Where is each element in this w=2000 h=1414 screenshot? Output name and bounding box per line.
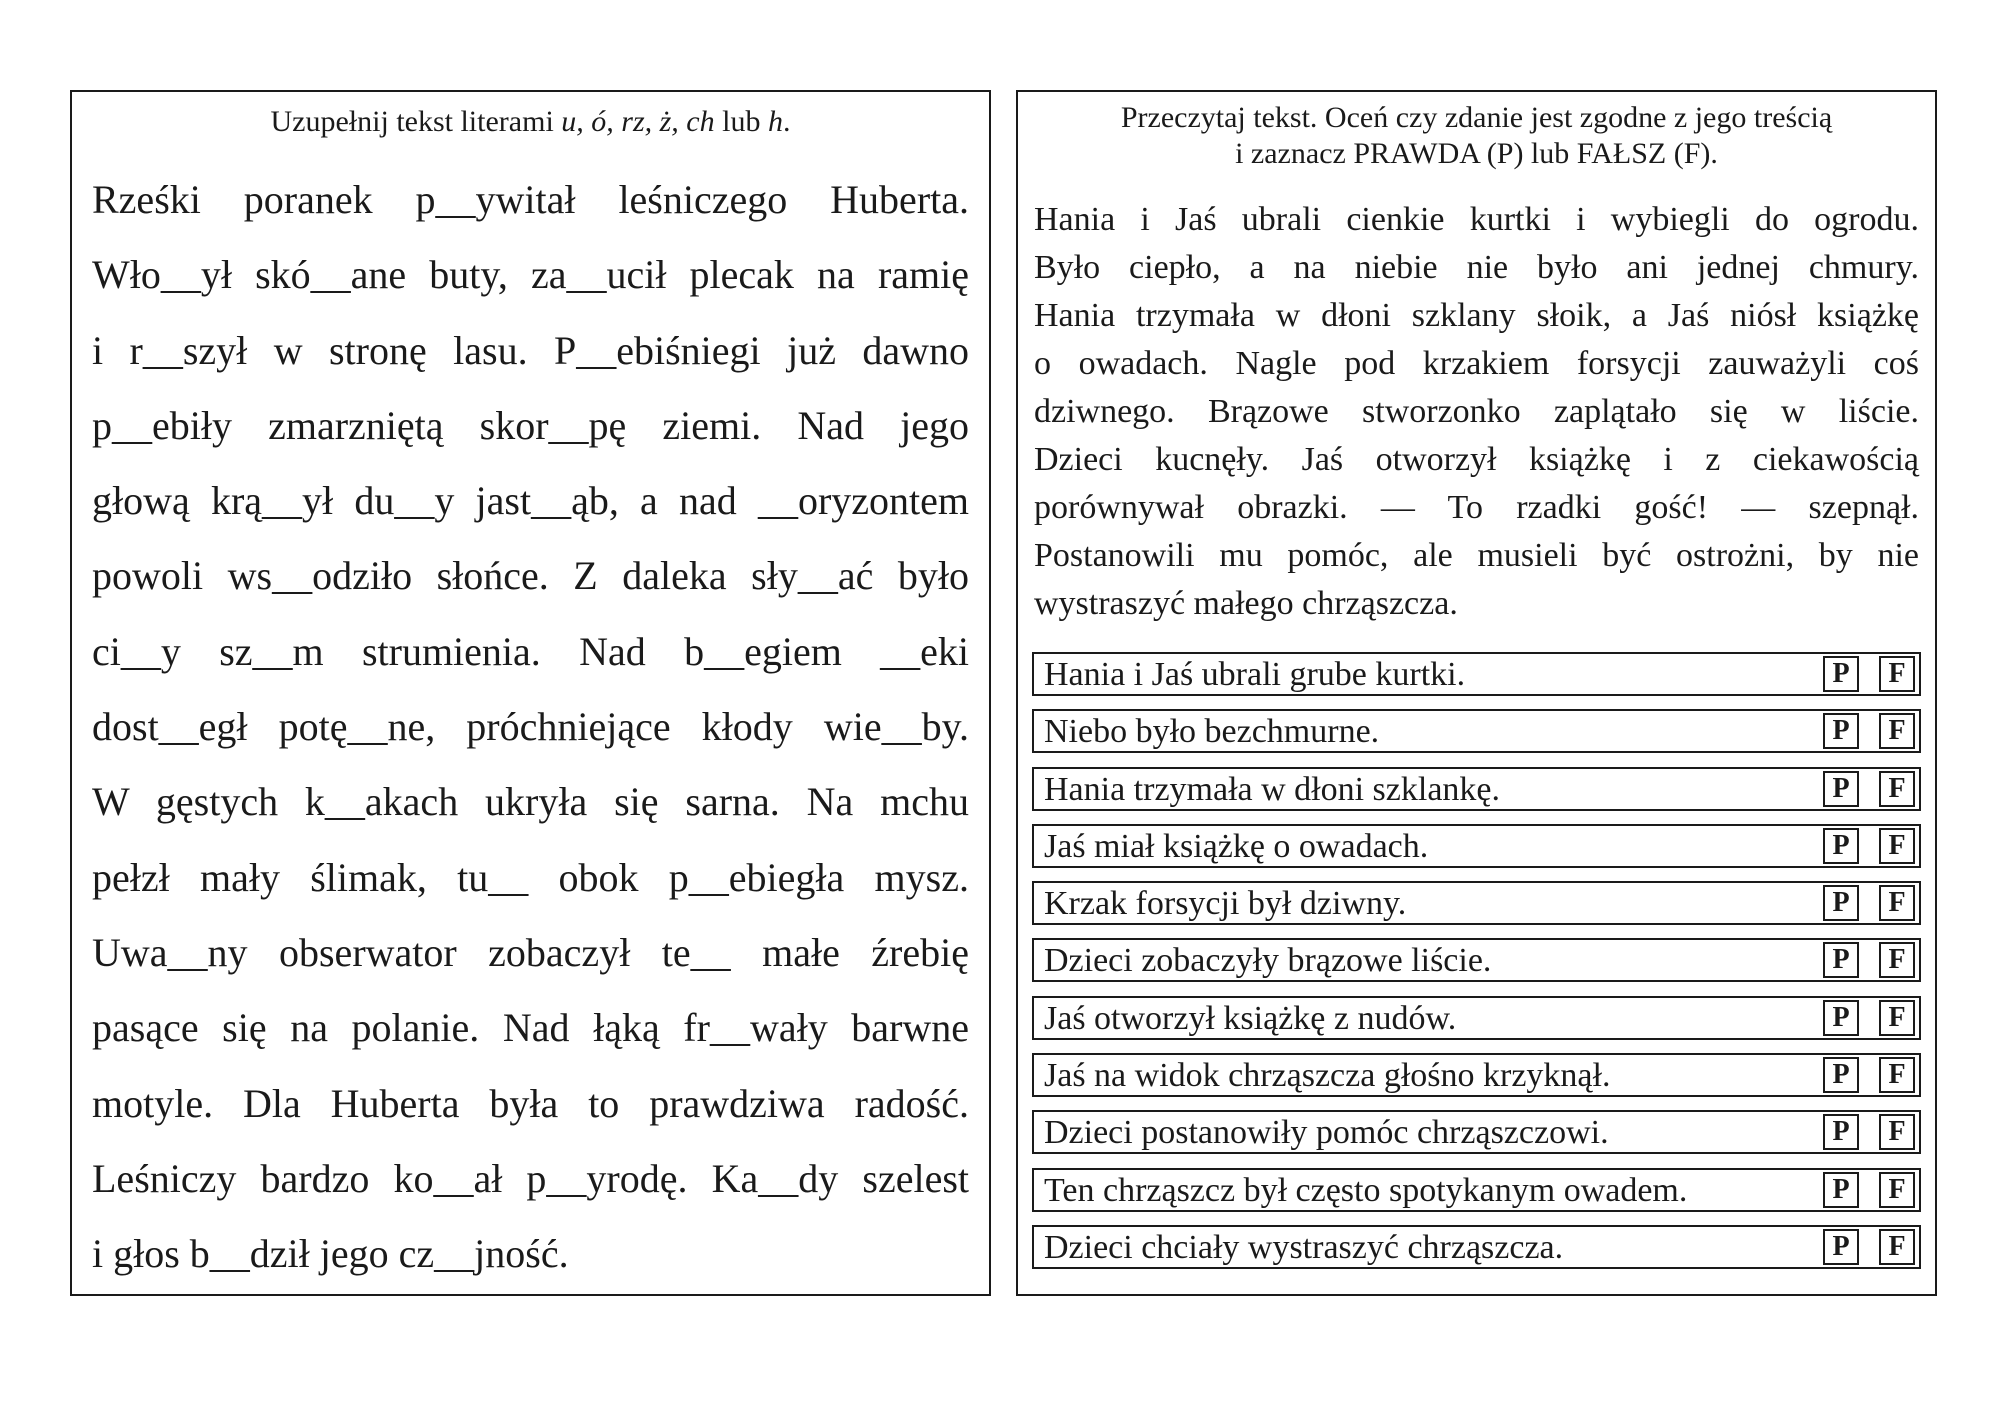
true-checkbox[interactable]: P <box>1823 942 1859 978</box>
text-line: i r__szył w stronę lasu. P__ebiśniegi już dawno <box>92 327 969 373</box>
instruction-suffix: . <box>782 105 791 138</box>
text-line: Leśniczy bardzo ko__ał p__yrodę. Ka__dy szelest <box>92 1155 969 1201</box>
statement-row <box>1032 1053 1921 1097</box>
instruction-line-2: i zaznacz PRAWDA (P) lub FAŁSZ (F). <box>1235 137 1718 170</box>
statement-row <box>1032 938 1921 982</box>
statement-row <box>1032 652 1921 696</box>
true-checkbox[interactable]: P <box>1823 1000 1859 1036</box>
statement-row <box>1032 881 1921 925</box>
statement-row <box>1032 996 1921 1040</box>
text-line: dost__egł potę__ne, próchniejące kłody wie__by. <box>92 704 969 750</box>
reading-line: wystraszyć małego chrząszcza. <box>1034 585 1458 622</box>
statement-row <box>1032 824 1921 868</box>
instruction-last-letter: h <box>767 105 783 138</box>
false-checkbox[interactable]: F <box>1879 885 1915 921</box>
fill-in-instruction <box>72 104 989 140</box>
false-checkbox[interactable]: F <box>1879 1057 1915 1093</box>
true-checkbox[interactable]: P <box>1823 885 1859 921</box>
instruction-prefix: Uzupełnij tekst literami <box>270 105 562 138</box>
statement-row <box>1032 1225 1921 1269</box>
statement-row <box>1032 1168 1921 1212</box>
fill-in-exercise-panel <box>70 90 991 1296</box>
true-checkbox[interactable]: P <box>1823 828 1859 864</box>
statement-list <box>1032 652 1921 1282</box>
statement-row <box>1032 709 1921 753</box>
false-checkbox[interactable]: F <box>1879 1172 1915 1208</box>
text-line: motyle. Dla Huberta była to prawdziwa radość. <box>92 1080 969 1126</box>
statement-row <box>1032 767 1921 811</box>
statement-text: Krzak forsycji był dziwny. <box>1044 885 1407 923</box>
statement-text: Dzieci chciały wystraszyć chrząszcza. <box>1044 1228 1564 1266</box>
false-checkbox[interactable]: F <box>1879 1000 1915 1036</box>
text-line: Wło__ył skó__ane buty, za__ucił plecak na ramię <box>92 252 969 298</box>
reading-line: o owadach. Nagle pod krzakiem forsycji zauważyli coś <box>1034 345 1919 382</box>
reading-text <box>1034 196 1919 628</box>
statement-text: Niebo było bezchmurne. <box>1044 713 1380 751</box>
reading-line: porównywał obrazki. — To rzadki gość! — szepnął. <box>1034 489 1919 526</box>
fill-in-text <box>92 162 969 1291</box>
statement-text: Ten chrząszcz był często spotykanym owadem. <box>1044 1171 1688 1209</box>
reading-line: dziwnego. Brązowe stworzonko zaplątało się w liście. <box>1034 393 1919 430</box>
reading-line: Dzieci kucnęły. Jaś otworzył książkę i z ciekawością <box>1034 441 1919 478</box>
text-line: pełzł mały ślimak, tu__ obok p__ebiegła mysz. <box>92 854 969 900</box>
text-line: W gęstych k__akach ukryła się sarna. Na mchu <box>92 779 969 825</box>
text-line: ci__y sz__m strumienia. Nad b__egiem __eki <box>92 628 969 674</box>
false-checkbox[interactable]: F <box>1879 1229 1915 1265</box>
text-line: powoli ws__odziło słońce. Z daleka sły__ać było <box>92 553 969 599</box>
false-checkbox[interactable]: F <box>1879 942 1915 978</box>
true-checkbox[interactable]: P <box>1823 1229 1859 1265</box>
text-line: i głos b__dził jego cz__jność. <box>92 1231 569 1277</box>
false-checkbox[interactable]: F <box>1879 1114 1915 1150</box>
true-checkbox[interactable]: P <box>1823 1114 1859 1150</box>
text-line: Rześki poranek p__ywitał leśniczego Huberta. <box>92 177 969 222</box>
statement-text: Jaś na widok chrząszcza głośno krzyknął. <box>1044 1057 1611 1095</box>
reading-line: Było ciepło, a na niebie nie było ani jednej chmury. <box>1034 249 1919 286</box>
true-checkbox[interactable]: P <box>1823 713 1859 749</box>
statement-text: Jaś miał książkę o owadach. <box>1044 827 1429 865</box>
instruction-middle: lub <box>714 105 768 138</box>
false-checkbox[interactable]: F <box>1879 771 1915 807</box>
reading-line: Hania i Jaś ubrali cienkie kurtki i wybiegli do ogrodu. <box>1034 201 1919 238</box>
statement-text: Jaś otworzył książkę z nudów. <box>1044 999 1457 1037</box>
statement-text: Hania trzymała w dłoni szklankę. <box>1044 770 1501 808</box>
reading-line: Hania trzymała w dłoni szklany słoik, a Jaś niósł książkę <box>1034 297 1919 334</box>
text-line: pasące się na polanie. Nad łąką fr__wały barwne <box>92 1005 969 1051</box>
instruction-letters: u, ó, rz, ż, ch <box>561 105 715 138</box>
true-false-exercise-panel <box>1016 90 1937 1296</box>
statement-text: Dzieci zobaczyły brązowe liście. <box>1044 942 1492 980</box>
true-checkbox[interactable]: P <box>1823 656 1859 692</box>
true-checkbox[interactable]: P <box>1823 1172 1859 1208</box>
true-checkbox[interactable]: P <box>1823 1057 1859 1093</box>
text-line: p__ebiły zmarzniętą skor__pę ziemi. Nad jego <box>92 402 969 448</box>
statement-text: Dzieci postanowiły pomóc chrząszczowi. <box>1044 1114 1609 1152</box>
instruction-line-1: Przeczytaj tekst. Oceń czy zdanie jest zgodne z jego treścią <box>1120 101 1833 134</box>
statement-row <box>1032 1110 1921 1154</box>
false-checkbox[interactable]: F <box>1879 656 1915 692</box>
true-false-instruction <box>1038 100 1915 172</box>
true-checkbox[interactable]: P <box>1823 771 1859 807</box>
statement-text: Hania i Jaś ubrali grube kurtki. <box>1044 656 1466 693</box>
false-checkbox[interactable]: F <box>1879 713 1915 749</box>
reading-line: Postanowili mu pomóc, ale musieli być ostrożni, by nie <box>1034 537 1919 574</box>
false-checkbox[interactable]: F <box>1879 828 1915 864</box>
text-line: głową krą__ył du__y jast__ąb, a nad __oryzontem <box>92 478 969 524</box>
text-line: Uwa__ny obserwator zobaczył te__ małe źrebię <box>92 929 969 975</box>
